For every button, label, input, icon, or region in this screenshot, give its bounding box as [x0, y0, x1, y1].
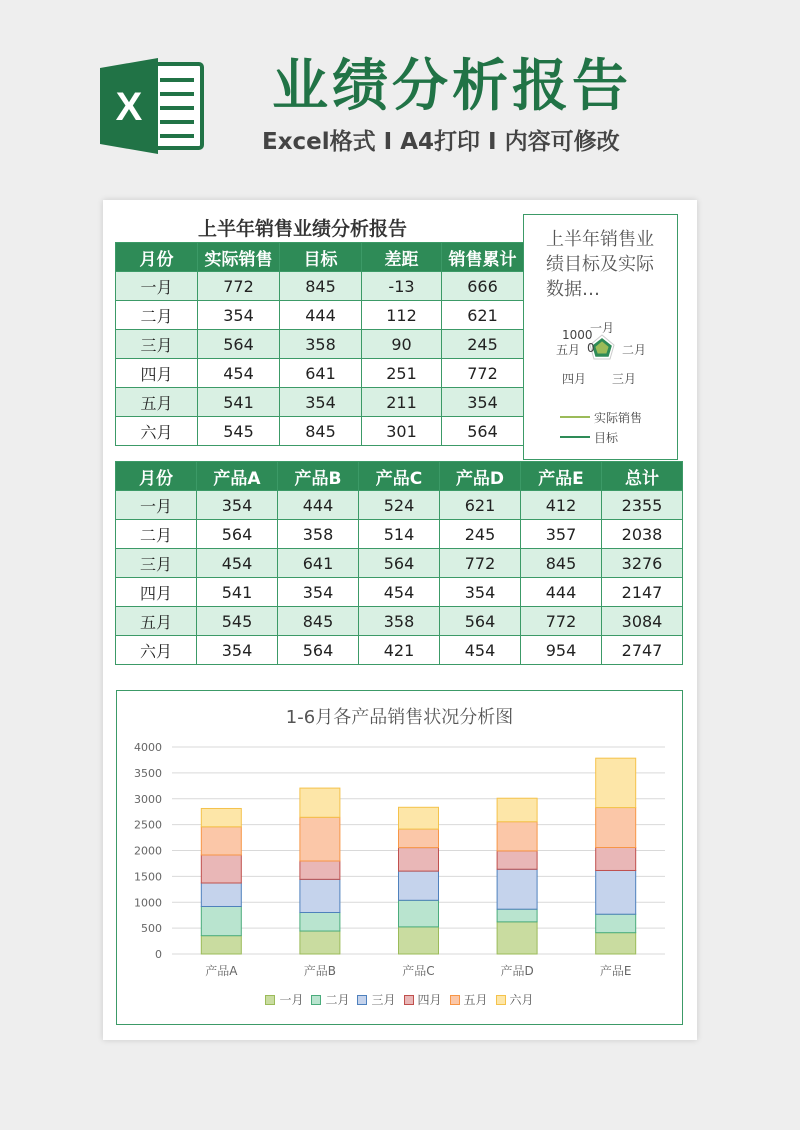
- bar-segment: [399, 900, 439, 927]
- radar-legend-actual: 实际销售: [594, 411, 643, 425]
- table-cell[interactable]: 545: [198, 417, 280, 446]
- column-header: 实际销售: [198, 243, 280, 272]
- table-cell[interactable]: 112: [362, 301, 442, 330]
- table-cell[interactable]: 354: [442, 388, 524, 417]
- table-cell[interactable]: 三月: [116, 549, 197, 578]
- table-cell[interactable]: 564: [442, 417, 524, 446]
- table-cell[interactable]: 2355: [602, 491, 683, 520]
- bar-segment: [300, 861, 340, 879]
- table-row: [116, 578, 683, 607]
- y-tick-label: 500: [141, 922, 162, 936]
- table-row: [116, 301, 524, 330]
- bar-segment: [399, 829, 439, 848]
- radar-axis-label: 四月: [562, 372, 587, 386]
- table-cell[interactable]: 五月: [116, 607, 197, 636]
- logo-letter: X: [115, 85, 143, 129]
- bar-segment: [497, 909, 537, 922]
- table-cell[interactable]: 354: [278, 578, 359, 607]
- table-cell[interactable]: 564: [278, 636, 359, 665]
- radar-tick-label: 1000: [562, 328, 593, 342]
- table-cell[interactable]: 454: [197, 549, 278, 578]
- table-cell[interactable]: 545: [197, 607, 278, 636]
- column-header: 销售累计: [442, 243, 524, 272]
- table-cell[interactable]: 641: [280, 359, 362, 388]
- legend-item: [311, 991, 349, 1008]
- table-cell[interactable]: 四月: [116, 578, 197, 607]
- table-cell[interactable]: 845: [521, 549, 602, 578]
- y-tick-label: 3500: [134, 766, 162, 780]
- column-header: 总计: [602, 462, 683, 491]
- table-cell[interactable]: 358: [280, 330, 362, 359]
- bar-segment: [497, 798, 537, 821]
- legend-item: [450, 991, 488, 1008]
- table-cell[interactable]: 2038: [602, 520, 683, 549]
- column-header: 月份: [116, 243, 198, 272]
- table-cell[interactable]: 564: [359, 549, 440, 578]
- legend-swatch: [357, 995, 367, 1005]
- table-row: [116, 272, 524, 301]
- table-cell[interactable]: 245: [442, 330, 524, 359]
- legend-item: [357, 991, 395, 1008]
- table-cell[interactable]: 3084: [602, 607, 683, 636]
- table-cell[interactable]: 四月: [116, 359, 198, 388]
- bar-segment: [596, 870, 636, 914]
- column-header: 产品B: [278, 462, 359, 491]
- legend-swatch: [311, 995, 321, 1005]
- table-cell[interactable]: 301: [362, 417, 442, 446]
- table-cell[interactable]: 772: [442, 359, 524, 388]
- bar-segment: [596, 758, 636, 807]
- table-cell[interactable]: 358: [359, 607, 440, 636]
- y-tick-label: 1500: [134, 870, 162, 884]
- bar-segment: [300, 912, 340, 931]
- table-cell[interactable]: 2747: [602, 636, 683, 665]
- radar-chart-title: 上半年销售业绩目标及实际数据…: [546, 229, 654, 300]
- bar-segment: [497, 869, 537, 909]
- table-cell[interactable]: 211: [362, 388, 442, 417]
- column-header: 产品E: [521, 462, 602, 491]
- legend-swatch: [496, 995, 506, 1005]
- bar-chart-legend: [117, 991, 682, 1008]
- x-tick-label: 产品B: [303, 964, 337, 978]
- table-row: [116, 549, 683, 578]
- column-header: 产品A: [197, 462, 278, 491]
- table-cell[interactable]: 845: [280, 417, 362, 446]
- table-cell[interactable]: 564: [440, 607, 521, 636]
- page-subtitle: Excel格式 I A4打印 I 内容可修改: [262, 129, 620, 155]
- bar-segment: [201, 808, 241, 826]
- table-cell[interactable]: 251: [362, 359, 442, 388]
- table-cell[interactable]: 666: [442, 272, 524, 301]
- radar-axis-label: 三月: [612, 372, 637, 386]
- legend-label: 四月: [417, 993, 442, 1007]
- product-sales-table: [115, 461, 683, 665]
- x-tick-label: 产品D: [500, 964, 534, 978]
- legend-swatch: [265, 995, 275, 1005]
- bar-segment: [300, 931, 340, 954]
- bar-segment: [201, 827, 241, 855]
- table-cell[interactable]: 454: [359, 578, 440, 607]
- stacked-bar-chart: [116, 690, 683, 1025]
- table-cell[interactable]: 845: [280, 272, 362, 301]
- y-tick-label: 4000: [134, 741, 162, 754]
- legend-item: [496, 991, 534, 1008]
- table-cell[interactable]: 772: [440, 549, 521, 578]
- bar-segment: [497, 922, 537, 954]
- table-cell[interactable]: 354: [197, 491, 278, 520]
- table-cell[interactable]: 454: [440, 636, 521, 665]
- bar-segment: [399, 927, 439, 954]
- table-cell[interactable]: 六月: [116, 636, 197, 665]
- table-cell[interactable]: 一月: [116, 491, 197, 520]
- table-row: [116, 520, 683, 549]
- legend-item: [265, 991, 303, 1008]
- table-row: [116, 417, 524, 446]
- table-cell[interactable]: 一月: [116, 272, 198, 301]
- sales-target-table: [115, 242, 524, 446]
- x-tick-label: 产品E: [599, 964, 632, 978]
- table-cell[interactable]: 354: [197, 636, 278, 665]
- table-cell[interactable]: 2147: [602, 578, 683, 607]
- report-title: 上半年销售业绩分析报告: [198, 218, 408, 240]
- table-row: [116, 330, 524, 359]
- table-cell[interactable]: -13: [362, 272, 442, 301]
- table-row: [116, 636, 683, 665]
- bar-segment: [596, 933, 636, 954]
- radar-axis-label: 一月: [590, 321, 615, 335]
- legend-label: 六月: [509, 993, 534, 1007]
- radar-axis-label: 二月: [622, 343, 647, 357]
- bar-chart-title: 1-6月各产品销售状况分析图: [285, 707, 514, 728]
- table-cell[interactable]: 444: [521, 578, 602, 607]
- table-cell[interactable]: 357: [521, 520, 602, 549]
- spreadsheet-preview: [103, 200, 697, 1040]
- table-cell[interactable]: 358: [278, 520, 359, 549]
- table-cell[interactable]: 564: [198, 330, 280, 359]
- bar-segment: [300, 879, 340, 912]
- x-tick-label: 产品C: [402, 964, 435, 978]
- table-cell[interactable]: 454: [198, 359, 280, 388]
- bar-segment: [399, 807, 439, 829]
- y-tick-label: 2500: [134, 818, 162, 832]
- bar-segment: [497, 851, 537, 869]
- page-title: 业绩分析报告: [272, 54, 632, 119]
- excel-logo-icon: [100, 58, 204, 154]
- table-cell[interactable]: 二月: [116, 520, 197, 549]
- bar-segment: [201, 906, 241, 935]
- y-tick-label: 2000: [134, 844, 162, 858]
- table-cell[interactable]: 354: [440, 578, 521, 607]
- table-cell[interactable]: 354: [198, 301, 280, 330]
- legend-item: [404, 991, 442, 1008]
- y-tick-label: 0: [155, 948, 162, 961]
- legend-swatch: [404, 995, 414, 1005]
- bar-segment: [596, 914, 636, 932]
- table-cell[interactable]: 514: [359, 520, 440, 549]
- bar-chart-plot: [117, 691, 682, 991]
- table-cell[interactable]: 564: [197, 520, 278, 549]
- column-header: 月份: [116, 462, 197, 491]
- radar-legend-target: 目标: [594, 431, 619, 445]
- radar-chart: [523, 214, 678, 460]
- bar-segment: [399, 871, 439, 900]
- bar-segment: [201, 936, 241, 954]
- table-row: [116, 388, 524, 417]
- column-header: 差距: [362, 243, 442, 272]
- table-row: [116, 491, 683, 520]
- column-header: 产品C: [359, 462, 440, 491]
- legend-label: 一月: [279, 993, 304, 1007]
- table-cell[interactable]: 772: [521, 607, 602, 636]
- y-tick-label: 3000: [134, 792, 162, 806]
- bar-segment: [300, 788, 340, 817]
- legend-swatch: [450, 995, 460, 1005]
- bar-segment: [201, 855, 241, 883]
- radar-axis-label: 五月: [556, 343, 581, 357]
- y-tick-label: 1000: [134, 896, 162, 910]
- table-cell[interactable]: 245: [440, 520, 521, 549]
- table-cell[interactable]: 二月: [116, 301, 198, 330]
- table-cell[interactable]: 444: [280, 301, 362, 330]
- table-cell[interactable]: 3276: [602, 549, 683, 578]
- table-cell[interactable]: 90: [362, 330, 442, 359]
- table-cell[interactable]: 845: [278, 607, 359, 636]
- table-cell[interactable]: 621: [442, 301, 524, 330]
- column-header: 目标: [280, 243, 362, 272]
- table-cell[interactable]: 412: [521, 491, 602, 520]
- table-row: [116, 359, 524, 388]
- bar-segment: [300, 817, 340, 861]
- bar-segment: [596, 847, 636, 870]
- radar-tick-label: 0: [587, 341, 595, 355]
- legend-label: 二月: [325, 993, 350, 1007]
- table-cell[interactable]: 三月: [116, 330, 198, 359]
- bar-segment: [497, 822, 537, 851]
- legend-label: 五月: [463, 993, 488, 1007]
- table-cell[interactable]: 六月: [116, 417, 198, 446]
- table-cell[interactable]: 421: [359, 636, 440, 665]
- table-cell[interactable]: 五月: [116, 388, 198, 417]
- table-cell[interactable]: 772: [198, 272, 280, 301]
- table-cell[interactable]: 641: [278, 549, 359, 578]
- bar-segment: [201, 883, 241, 906]
- table-cell[interactable]: 541: [198, 388, 280, 417]
- column-header: 产品D: [440, 462, 521, 491]
- table-cell[interactable]: 444: [278, 491, 359, 520]
- table-cell[interactable]: 354: [280, 388, 362, 417]
- table-cell[interactable]: 954: [521, 636, 602, 665]
- table-cell[interactable]: 524: [359, 491, 440, 520]
- legend-label: 三月: [371, 993, 396, 1007]
- table-cell[interactable]: 541: [197, 578, 278, 607]
- bar-segment: [596, 808, 636, 848]
- bar-segment: [399, 848, 439, 871]
- table-row: [116, 607, 683, 636]
- table-cell[interactable]: 621: [440, 491, 521, 520]
- x-tick-label: 产品A: [205, 964, 238, 978]
